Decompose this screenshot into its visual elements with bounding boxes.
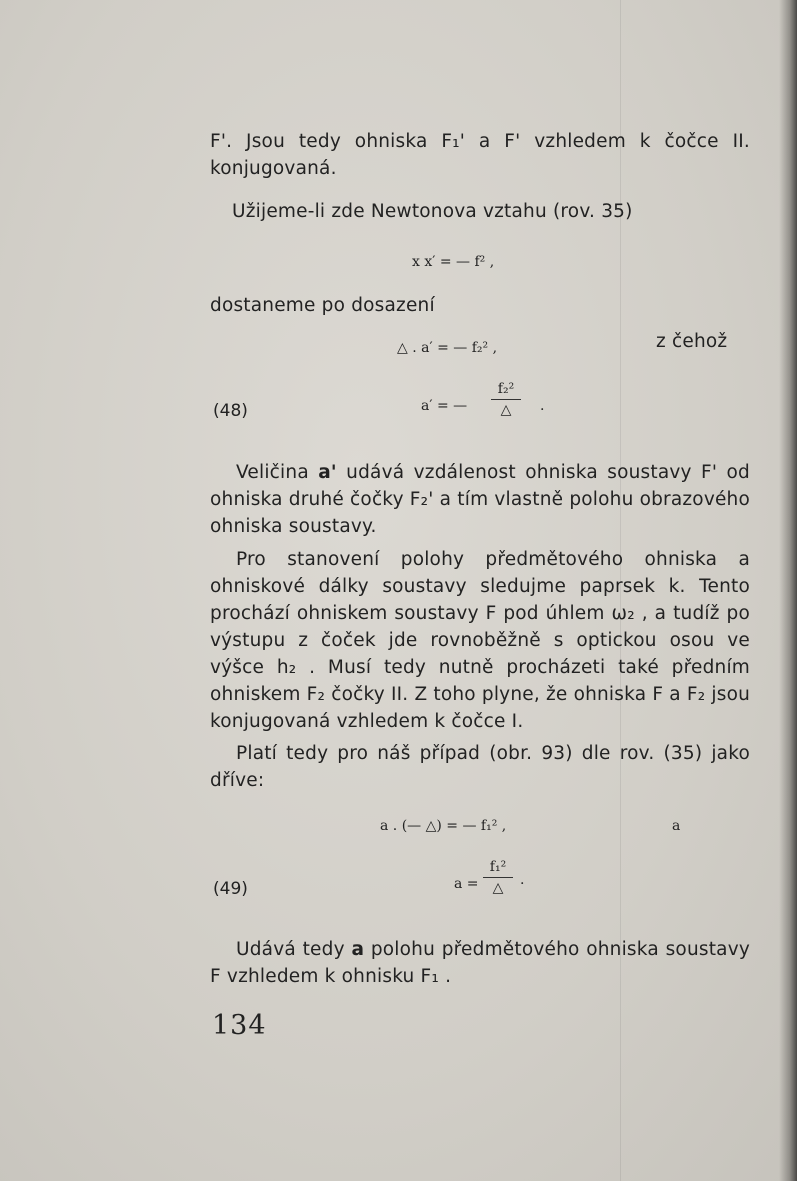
equation-49-lhs: a = bbox=[454, 876, 479, 892]
page-number: 134 bbox=[212, 1010, 267, 1041]
paragraph-newton: Užijeme-li zde Newtonova vztahu (rov. 35) bbox=[232, 201, 633, 222]
equation-48-fraction bbox=[491, 381, 521, 418]
equation-48-label: (48) bbox=[213, 401, 248, 421]
equation-48-period: . bbox=[540, 398, 545, 414]
equation-49-denominator: △ bbox=[492, 880, 504, 896]
equation-48-lhs: a′ = — bbox=[421, 398, 468, 414]
paragraph-velicina bbox=[210, 459, 750, 540]
paragraph-plati: Platí tedy pro náš případ (obr. 93) dle rov. (35) jako dříve: bbox=[210, 743, 750, 791]
equation-48-denominator: △ bbox=[500, 402, 512, 418]
velicina-text-1: Veličina bbox=[236, 462, 319, 483]
velicina-bold-symbol: a' bbox=[318, 462, 337, 483]
paragraph-konjugovana: F'. Jsou tedy ohniska F₁' a F' vzhledem k čočce II. konjugovaná. bbox=[210, 131, 750, 179]
equation-49-numerator: f₁² bbox=[483, 859, 513, 878]
equation-a-delta: a . (— △) = — f₁² , bbox=[380, 818, 507, 834]
text-z-cehoz: z čehož bbox=[656, 331, 728, 352]
paragraph-stanoveni: Pro stanovení polohy předmětového ohniska a ohniskové dálky soustavy sledujme paprsek k. Tento prochází ohniskem soustavy F pod úhlem ω₂ , a tudíž po výstupu z čoček jde rovnoběžně s optickou osou ve výšce h₂ . Musí tedy nutně procházeti také předním ohniskem F₂ čočky II. Z toho plyne, že ohniska F a F₂ jsou konjugovaná vzhledem k čočce I. bbox=[210, 549, 751, 732]
equation-48-numerator: f₂² bbox=[491, 381, 521, 400]
udava-text-1: Udává tedy bbox=[236, 939, 352, 960]
equation-49-fraction bbox=[483, 859, 513, 896]
paragraph-dosazeni: dostaneme po dosazení bbox=[210, 295, 435, 316]
equation-side-a: a bbox=[672, 818, 681, 834]
page-edge-shadow bbox=[779, 0, 797, 1181]
equation-newton: x x′ = — f² , bbox=[412, 254, 495, 270]
equation-49-period: . bbox=[520, 872, 525, 888]
equation-delta: △ . a′ = — f₂² , bbox=[397, 340, 498, 356]
paragraph-udava bbox=[210, 936, 750, 990]
velicina-text-2: udává vzdálenost ohniska soustavy F' od ohniska druhé čočky F₂' a tím vlastně polohu obrazového ohniska soustavy. bbox=[210, 462, 750, 537]
udava-bold-symbol: a bbox=[351, 939, 365, 960]
equation-49-label: (49) bbox=[213, 879, 248, 899]
udava-text-2: polohu předmětového ohniska soustavy F vzhledem k ohnisku F₁ . bbox=[210, 939, 750, 987]
